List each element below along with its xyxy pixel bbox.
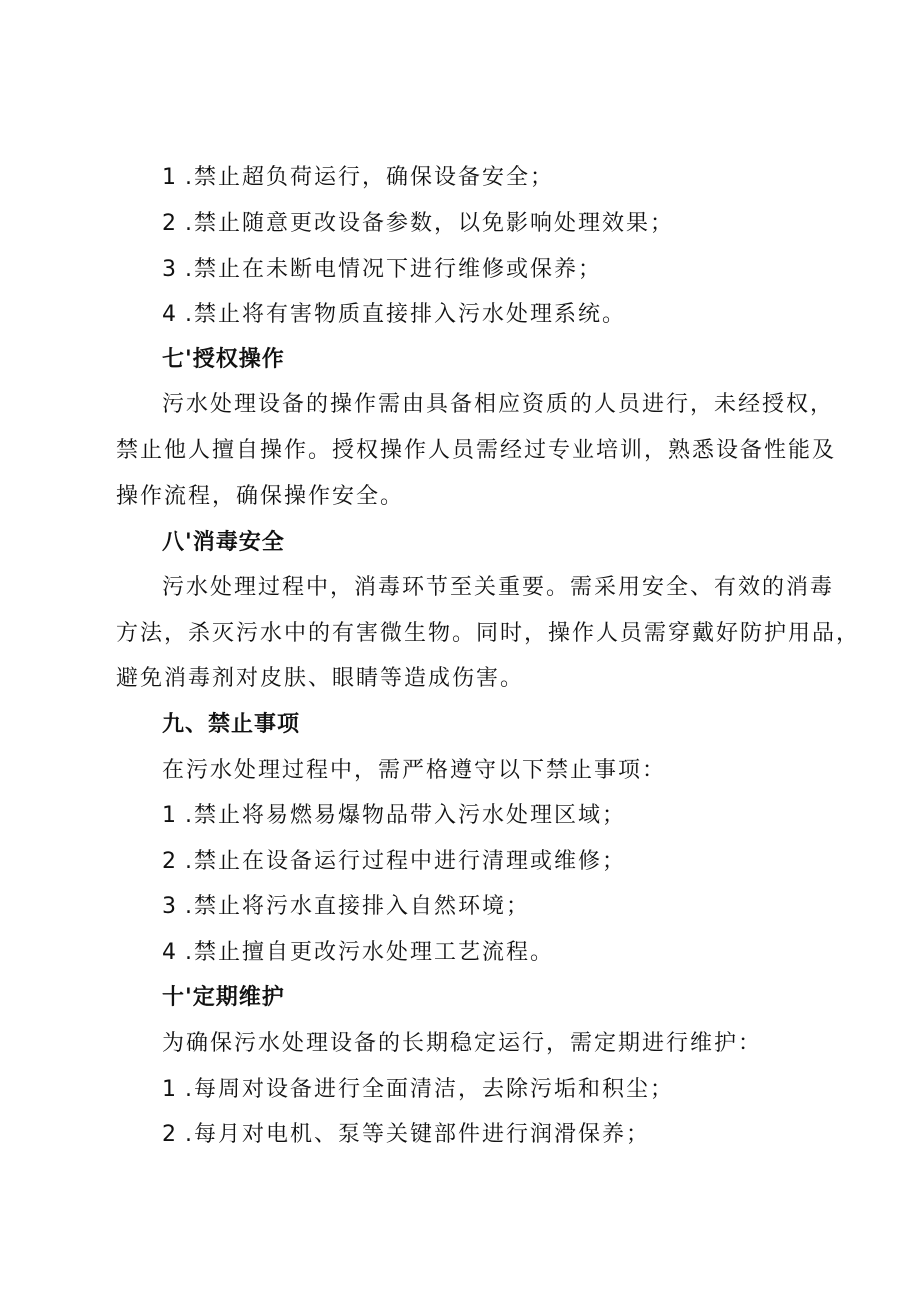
list-item xyxy=(162,892,530,922)
list-item-number: 1 xyxy=(162,803,176,828)
list-item xyxy=(162,255,602,285)
list-item-text: .禁止在设备运行过程中进行清理或维修； xyxy=(185,849,626,874)
list-item-number: 4 xyxy=(162,940,176,965)
list-item-number: 1 xyxy=(162,165,176,190)
section-heading: 八'消毒安全 xyxy=(162,530,285,555)
list-item-text: .禁止将易燃易爆物品带入污水处理区域； xyxy=(185,803,626,828)
paragraph-line: 避免消毒剂对皮肤、眼睛等造成伤害。 xyxy=(116,666,525,691)
paragraph-line: 操作流程，确保操作安全。 xyxy=(116,484,405,509)
list-item-text: .禁止将有害物质直接排入污水处理系统。 xyxy=(185,302,626,327)
list-item-text: .每月对电机、泵等关键部件进行润滑保养； xyxy=(185,1122,650,1147)
paragraph-line: 污水处理设备的操作需由具备相应资质的人员进行，未经授权， xyxy=(162,392,835,417)
list-item xyxy=(162,1075,674,1105)
section-heading: 七'授权操作 xyxy=(162,347,285,372)
list-item-number: 2 xyxy=(162,1122,176,1147)
list-item xyxy=(162,1120,650,1150)
list-item-text: .每周对设备进行全面清洁，去除污垢和积尘； xyxy=(185,1077,674,1102)
section-heading: 九、禁止事项 xyxy=(162,712,301,737)
list-item xyxy=(162,300,626,330)
section-intro: 为确保污水处理设备的长期稳定运行，需定期进行维护： xyxy=(162,1031,763,1056)
paragraph-line: 方法，杀灭污水中的有害微生物。同时，操作人员需穿戴好防护用品， xyxy=(116,621,861,646)
section-heading: 十'定期维护 xyxy=(162,985,285,1010)
paragraph-line: 禁止他人擅自操作。授权操作人员需经过专业培训，熟悉设备性能及 xyxy=(116,438,837,463)
list-item-text: .禁止将污水直接排入自然环境； xyxy=(185,894,530,919)
list-item-number: 2 xyxy=(162,849,176,874)
list-item-text: .禁止超负荷运行，确保设备安全； xyxy=(185,165,554,190)
list-item-number: 4 xyxy=(162,302,176,327)
list-item-number: 1 xyxy=(162,1077,176,1102)
list-item-number: 3 xyxy=(162,894,176,919)
section-intro: 在污水处理过程中，需严格遵守以下禁止事项： xyxy=(162,758,667,783)
list-item xyxy=(162,938,554,968)
list-item-number: 2 xyxy=(162,211,176,236)
list-item xyxy=(162,801,626,831)
list-item xyxy=(162,847,626,877)
list-item xyxy=(162,163,554,193)
list-item-text: .禁止随意更改设备参数，以免影响处理效果； xyxy=(185,211,674,236)
list-item xyxy=(162,209,674,239)
paragraph-line: 污水处理过程中，消毒环节至关重要。需采用安全、有效的消毒 xyxy=(162,575,835,600)
list-item-number: 3 xyxy=(162,257,176,282)
list-item-text: .禁止擅自更改污水处理工艺流程。 xyxy=(185,940,554,965)
list-item-text: .禁止在未断电情况下进行维修或保养； xyxy=(185,257,602,282)
